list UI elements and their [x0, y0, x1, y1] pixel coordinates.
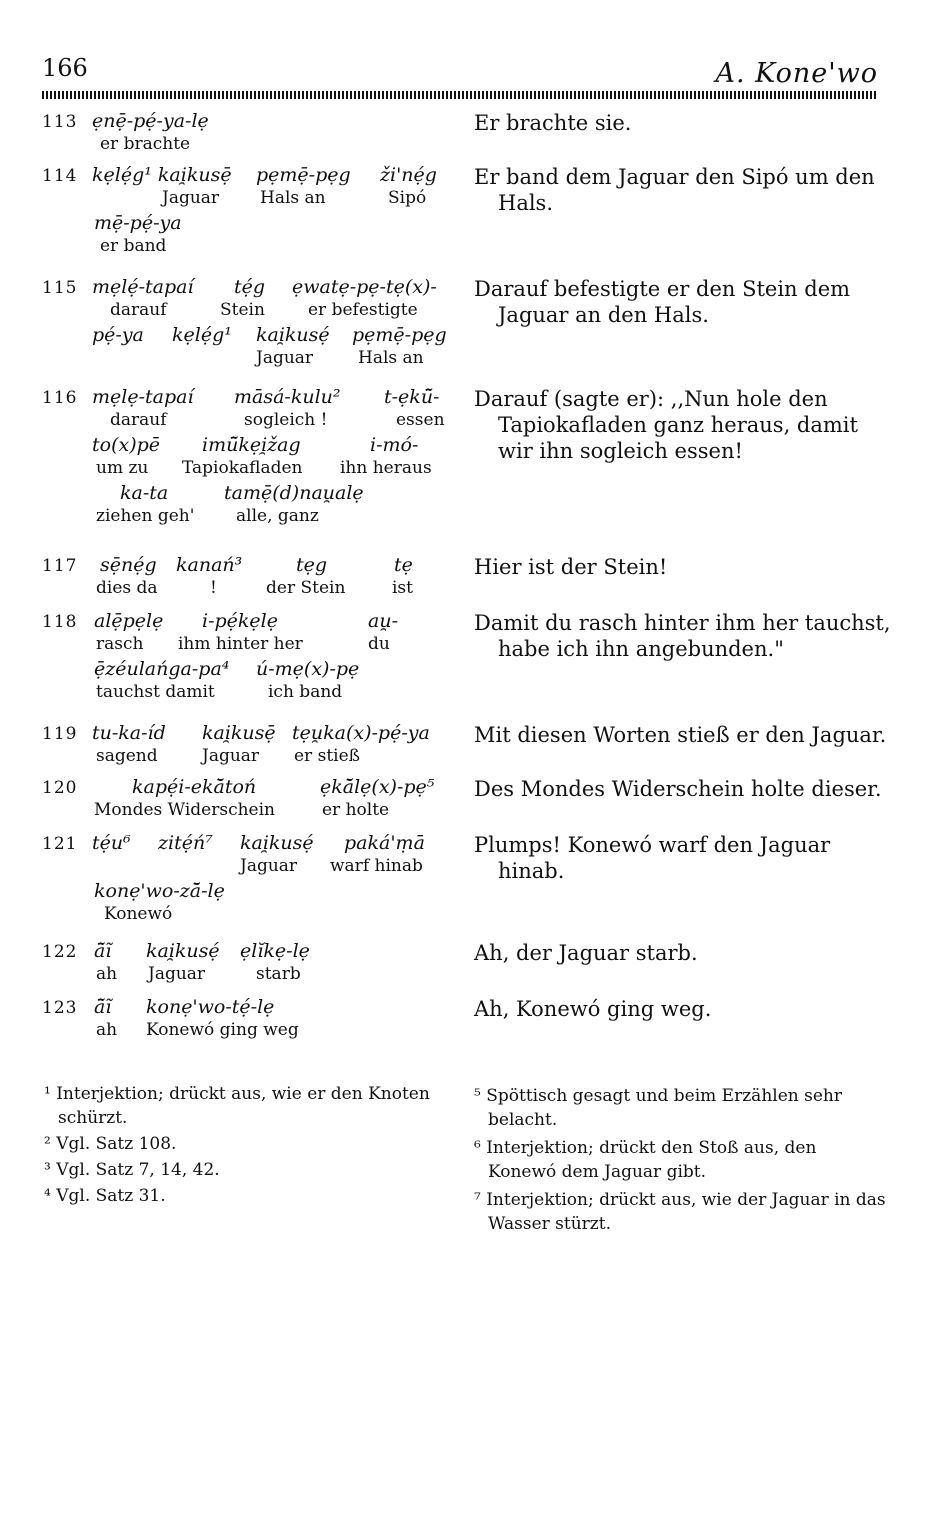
- gloss-word: Sipó: [388, 188, 427, 208]
- line-number: 122: [42, 942, 78, 962]
- native-word: ā̃ĩ: [94, 940, 112, 962]
- native-word: tẹu̯ka(x)-pẹ́-ya: [292, 722, 430, 744]
- native-word: t-ẹkū̃-: [384, 386, 440, 408]
- native-word: ẹlĭkẹ-lẹ: [240, 940, 310, 962]
- native-word: tẹ: [394, 554, 413, 576]
- native-word: māsá-kulu²: [234, 386, 341, 408]
- native-word: kanań³: [176, 554, 243, 576]
- native-word: kai̯kusẹ́: [146, 940, 220, 962]
- native-word: ú-mẹ(x)-pẹ: [256, 658, 360, 680]
- gloss-word: ist: [392, 578, 413, 598]
- gloss-word: tauchst damit: [96, 682, 215, 702]
- native-word: tẹ́u⁶: [92, 832, 131, 854]
- translation: Mit diesen Worten stieß er den Jaguar.: [474, 723, 887, 747]
- native-word: i-mó-: [370, 434, 419, 456]
- translation: Ah, Konewó ging weg.: [474, 997, 712, 1021]
- line-number: 121: [42, 834, 78, 854]
- translation: Plumps! Konewó warf den Jaguar hinab.: [474, 833, 831, 883]
- gloss-word: !: [210, 578, 217, 598]
- line-number: 114: [42, 166, 78, 186]
- native-word: mẹ̄-pẹ́-ya: [94, 212, 182, 234]
- gloss-word: er stieß: [294, 746, 360, 766]
- native-word: ẹwatẹ-pẹ-tẹ(x)-: [292, 276, 437, 298]
- gloss-word: starb: [256, 964, 301, 984]
- line-number: 115: [42, 278, 78, 298]
- gloss-word: alle, ganz: [236, 506, 319, 526]
- gloss-word: ich band: [268, 682, 343, 702]
- gloss-word: du: [368, 634, 390, 654]
- translation: Damit du rasch hinter ihm her tauchst, habe ich ihn angebunden.": [474, 611, 891, 661]
- native-word: mẹlẹ-tapaí: [92, 386, 194, 408]
- translation: Er brachte sie.: [474, 111, 632, 135]
- native-word: mẹlẹ́-tapaí: [92, 276, 194, 298]
- line-number: 119: [42, 724, 78, 744]
- line-number: 123: [42, 998, 78, 1018]
- gloss-word: Jaguar: [256, 348, 314, 368]
- native-word: tẹg: [296, 554, 328, 576]
- footnote-right: ⁷ Interjektion; drückt aus, wie der Jaguar in das Wasser stürzt.: [474, 1190, 886, 1234]
- translation: Hier ist der Stein!: [474, 555, 668, 579]
- footnote-right: ⁵ Spöttisch gesagt und beim Erzählen sehr belacht.: [474, 1086, 842, 1130]
- native-word: tu-ka-íd: [92, 722, 166, 744]
- gloss-word: essen: [396, 410, 445, 430]
- footnote-right: ⁶ Interjektion; drückt den Stoß aus, den Konewó dem Jaguar gibt.: [474, 1138, 817, 1182]
- gloss-word: sagend: [96, 746, 158, 766]
- native-word: ẹ̄zéulańga-pa⁴: [94, 658, 230, 680]
- native-word: to(x)pē: [92, 434, 161, 456]
- native-word: kai̯kusẹ́: [256, 324, 330, 346]
- gloss-word: Hals an: [260, 188, 326, 208]
- footnote-left: ³ Vgl. Satz 7, 14, 42.: [44, 1160, 220, 1180]
- gloss-word: Jaguar: [162, 188, 220, 208]
- gloss-word: Jaguar: [202, 746, 260, 766]
- gloss-word: um zu: [96, 458, 149, 478]
- gloss-word: ah: [96, 964, 118, 984]
- gloss-word: Hals an: [358, 348, 424, 368]
- native-word: ka-ta: [120, 482, 169, 504]
- page-number: 166: [42, 54, 88, 82]
- native-word: ā̃ĩ: [94, 996, 112, 1018]
- gloss-word: er brachte: [100, 134, 191, 154]
- native-word: kai̯kusẹ́: [240, 832, 314, 854]
- footnote-left: ² Vgl. Satz 108.: [44, 1134, 177, 1154]
- gloss-word: darauf: [110, 410, 167, 430]
- gloss-word: Jaguar: [240, 856, 298, 876]
- native-word: paká'ṃā: [344, 832, 425, 854]
- native-word: ži'nẹ́g: [380, 164, 437, 186]
- native-word: konẹ'wo-zā̆-lẹ: [94, 880, 225, 902]
- footnote-left: ¹ Interjektion; drückt aus, wie er den Knoten schürzt.: [44, 1084, 430, 1128]
- native-word: tẹ́g: [234, 276, 266, 298]
- gloss-word: er holte: [322, 800, 390, 820]
- native-word: imū̃kẹi̯žag: [202, 434, 301, 456]
- native-word: pẹ́-ya: [92, 324, 144, 346]
- gloss-word: ah: [96, 1020, 118, 1040]
- native-word: pẹmẹ̄-pẹg: [256, 164, 351, 186]
- gloss-word: Konewó ging weg: [146, 1020, 299, 1040]
- translation: Des Mondes Widerschein holte dieser.: [474, 777, 882, 801]
- translation: Darauf befestigte er den Stein dem Jaguar an den Hals.: [474, 277, 851, 327]
- gloss-word: Mondes Widerschein: [94, 800, 275, 820]
- gloss-word: er band: [100, 236, 167, 256]
- native-word: zitẹ́ń⁷: [158, 832, 213, 854]
- native-word: kẹlẹ́g¹ kai̯kusẹ̄: [92, 164, 232, 186]
- gloss-word: Tapiokafladen: [182, 458, 303, 478]
- gloss-word: Konewó: [104, 904, 173, 924]
- gloss-word: ihn heraus: [340, 458, 432, 478]
- native-word: tamẹ̄(d)nau̯alẹ: [224, 482, 364, 504]
- line-number: 116: [42, 388, 78, 408]
- native-word: alẹ̄pẹlẹ: [94, 610, 164, 632]
- gloss-word: warf hinab: [330, 856, 423, 876]
- gloss-word: darauf: [110, 300, 167, 320]
- gloss-word: Stein: [220, 300, 265, 320]
- gloss-word: sogleich !: [244, 410, 328, 430]
- gloss-word: ziehen geh': [96, 506, 195, 526]
- gloss-word: er befestigte: [308, 300, 418, 320]
- gloss-word: der Stein: [266, 578, 346, 598]
- translation: Darauf (sagte er): ,,Nun hole den Tapiokafladen ganz heraus, damit wir ihn sogleich essen!: [474, 387, 858, 463]
- native-word: sẹ̄nẹ́g: [100, 554, 157, 576]
- native-word: kẹlẹ́g¹: [172, 324, 232, 346]
- header-rule: [42, 91, 876, 99]
- native-word: i-pẹ́kẹlẹ: [202, 610, 278, 632]
- footnote-left: ⁴ Vgl. Satz 31.: [44, 1186, 166, 1206]
- running-title: A. Kone'wo: [715, 58, 878, 89]
- native-word: pẹmẹ̄-pẹg: [352, 324, 447, 346]
- native-word: au̯-: [368, 610, 398, 632]
- translation: Er band dem Jaguar den Sipó um den Hals.: [474, 165, 875, 215]
- line-number: 113: [42, 112, 78, 132]
- gloss-word: Jaguar: [148, 964, 206, 984]
- native-word: ẹnẹ̄-pẹ́-ya-lẹ: [92, 110, 209, 132]
- line-number: 120: [42, 778, 78, 798]
- gloss-word: ihm hinter her: [178, 634, 303, 654]
- gloss-word: dies da: [96, 578, 158, 598]
- native-word: ẹkā̆lẹ(x)-pẹ⁵: [320, 776, 435, 798]
- line-number: 118: [42, 612, 78, 632]
- gloss-word: rasch: [96, 634, 144, 654]
- native-word: kapẹ́i-ekā̆toń: [132, 776, 257, 798]
- translation: Ah, der Jaguar starb.: [474, 941, 698, 965]
- native-word: kai̯kusẹ̄: [202, 722, 276, 744]
- native-word: konẹ'wo-tẹ́-lẹ: [146, 996, 275, 1018]
- line-number: 117: [42, 556, 78, 576]
